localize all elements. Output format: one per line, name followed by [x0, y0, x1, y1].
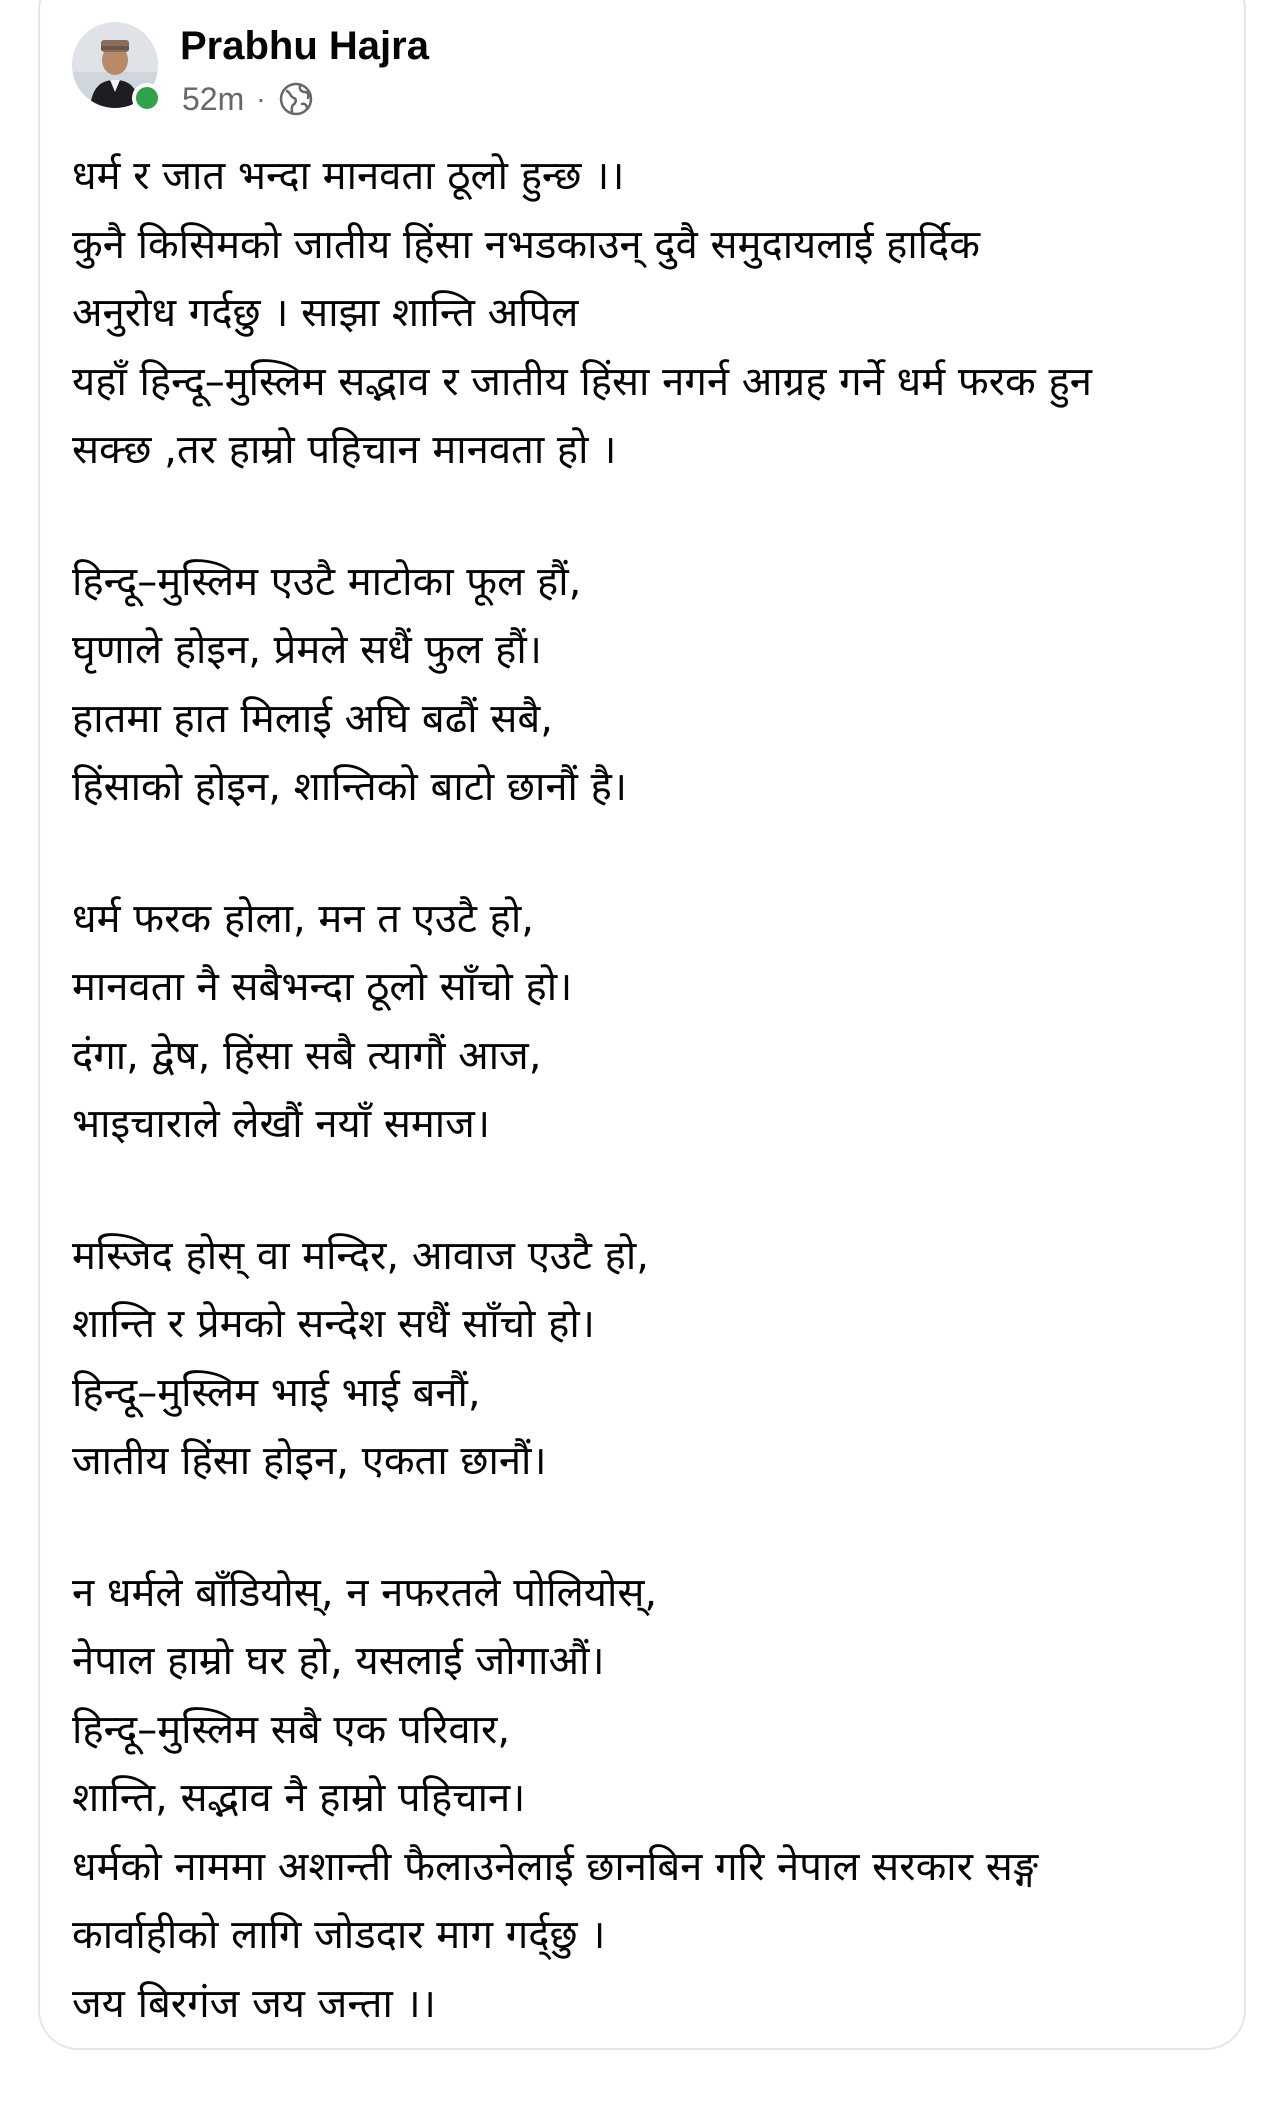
text-line: कुनै किसिमको जातीय हिंसा नभडकाउन् दुवै समुदायलाई हार्दिक — [72, 221, 981, 268]
meta-separator: · — [256, 83, 266, 114]
text-line: धर्म र जात भन्दा मानवता ठूलो हुन्छ ।। — [72, 153, 625, 199]
poem-stanza-1 — [72, 548, 1222, 822]
text-line: नेपाल हाम्रो घर हो, यसलाई जोगाऔं। — [72, 1638, 605, 1684]
text-line: यहाँ हिन्दू–मुस्लिम सद्भाव र जातीय हिंसा नगर्न आग्रह गर्ने धर्म फरक हुन — [72, 358, 1092, 405]
paragraph-appeal — [72, 142, 1222, 485]
text-line: हातमा हात मिलाई अघि बढौं सबै, — [72, 695, 553, 742]
text-line: कार्वाहीको लागि जोडदार माग गर्द्छु । — [72, 1912, 606, 1958]
text-line: धर्मको नाममा अशान्ती फैलाउनेलाई छानबिन गरि नेपाल सरकार सङ्ग — [72, 1843, 1039, 1890]
text-line: दंगा, द्वेष, हिंसा सबै त्यागौं आज, — [72, 1032, 542, 1079]
text-line: हिन्दू–मुस्लिम सबै एक परिवार, — [72, 1706, 511, 1753]
text-line: हिन्दू–मुस्लिम भाई भाई बनौं, — [72, 1369, 481, 1416]
text-line: मस्जिद होस् वा मन्दिर, आवाज एउटै हो, — [72, 1232, 649, 1279]
text-line: अनुरोध गर्दछु । साझा शान्ति अपिल — [72, 290, 579, 336]
text-line: न धर्मले बाँडियोस्, न नफरतले पोलियोस्, — [72, 1569, 658, 1616]
text-line: सक्छ ,तर हाम्रो पहिचान मानवता हो । — [72, 427, 617, 473]
text-line: भाइचाराले लेखौं नयाँ समाज। — [72, 1101, 490, 1147]
text-line: धर्म फरक होला, मन त एउटै हो, — [72, 895, 534, 942]
poem-stanza-3 — [72, 1222, 1222, 1496]
text-line: मानवता नै सबैभन्दा ठूलो साँचो हो। — [72, 964, 573, 1010]
text-line: घृणाले होइन, प्रेमले सधैं फुल हौं। — [72, 627, 542, 673]
text-line: शान्ति र प्रेमको सन्देश सधैं साँचो हो। — [72, 1301, 595, 1347]
online-status-indicator — [132, 83, 162, 113]
post-text — [72, 142, 1222, 2101]
globe-icon[interactable] — [278, 81, 314, 117]
poem-stanza-2 — [72, 885, 1222, 1159]
post-header — [72, 20, 1172, 120]
poem-stanza-4 — [72, 1559, 1222, 2039]
text-line: जय बिरगंज जय जन्ता ।। — [72, 1980, 436, 2027]
author-name[interactable]: Prabhu Hajra — [180, 24, 429, 68]
post-meta — [182, 78, 314, 120]
text-line: हिंसाको होइन, शान्तिको बाटो छानौं है। — [72, 764, 628, 810]
text-line: शान्ति, सद्भाव नै हाम्रो पहिचान। — [72, 1775, 526, 1821]
text-line: हिन्दू–मुस्लिम एउटै माटोका फूल हौं, — [72, 558, 582, 605]
text-line: जातीय हिंसा होइन, एकता छानौं। — [72, 1438, 547, 1484]
post-timestamp[interactable]: 52m — [182, 80, 245, 117]
